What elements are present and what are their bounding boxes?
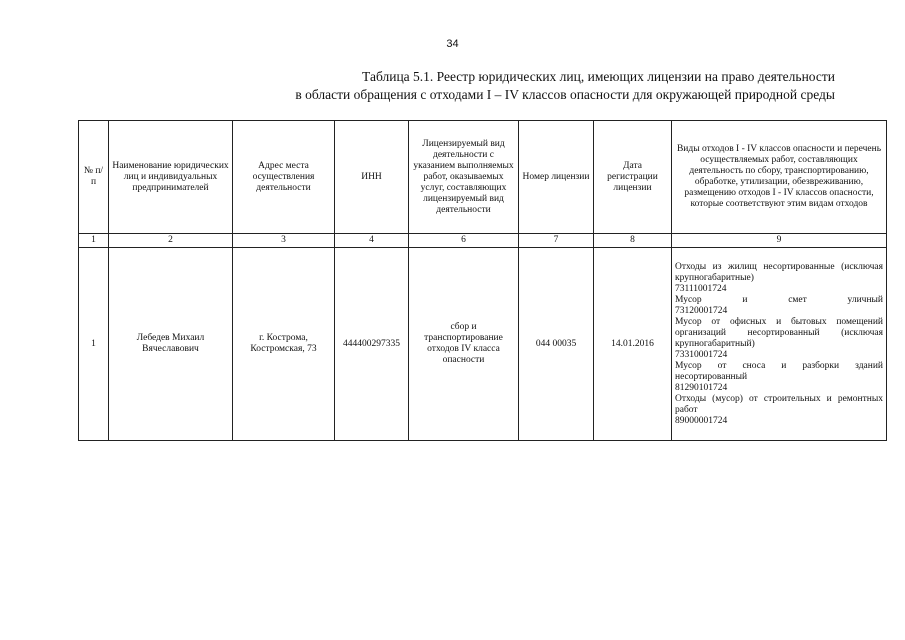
header-address: Адрес места осуществления деятельности	[233, 121, 335, 234]
waste-item	[675, 361, 883, 394]
column-number-row	[79, 234, 887, 248]
cell-activity: сбор и транспортирование отходов IV класса опасности	[409, 248, 519, 441]
caption-line-1: Таблица 5.1. Реестр юридических лиц, имеющих лицензии на право деятельности	[362, 69, 835, 84]
header-name: Наименование юридических лиц и индивидуальных предпринимателей	[109, 121, 233, 234]
license-registry-table	[78, 120, 887, 441]
header-activity: Лицензируемый вид деятельности с указанием выполняемых работ, оказываемых услуг, составляющих лицензируемый вид деятельности	[409, 121, 519, 234]
waste-code: 73111001724	[675, 283, 727, 294]
header-registration-date: Дата регистрации лицензии	[594, 121, 672, 234]
header-num: № п/п	[79, 121, 109, 234]
waste-item	[675, 295, 883, 317]
table-caption	[295, 68, 835, 104]
table-row	[79, 248, 887, 441]
waste-name: Мусор и смет уличный	[675, 294, 883, 305]
waste-item	[675, 394, 883, 427]
page-number: 34	[446, 38, 459, 50]
header-row	[79, 121, 887, 234]
cell-name: Лебедев Михаил Вячеславович	[109, 248, 233, 441]
column-number: 2	[109, 234, 233, 248]
cell-waste-types	[672, 248, 887, 441]
waste-name: Отходы из жилищ несортированные (исключая крупногабаритные)	[675, 261, 883, 283]
waste-item	[675, 262, 883, 295]
header-license-number: Номер лицензии	[519, 121, 594, 234]
waste-code: 73310001724	[675, 349, 728, 360]
header-waste-types: Виды отходов I - IV классов опасности и перечень осуществляемых работ, составляющих деятельность по сбору, транспортированию, обработке, утилизации, обезвреживанию, размещению отходов I - IV классов опасности, которые соответствуют этим видам отходов	[672, 121, 887, 234]
waste-code: 81290101724	[675, 382, 728, 393]
waste-code: 73120001724	[675, 305, 728, 316]
waste-code: 89000001724	[675, 415, 728, 426]
cell-inn: 444400297335	[335, 248, 409, 441]
waste-name: Отходы (мусор) от строительных и ремонтных работ	[675, 393, 883, 415]
header-inn: ИНН	[335, 121, 409, 234]
column-number: 9	[672, 234, 887, 248]
cell-address: г. Кострома, Костромская, 73	[233, 248, 335, 441]
column-number: 4	[335, 234, 409, 248]
column-number: 1	[79, 234, 109, 248]
caption-line-2: в области обращения с отходами I – IV классов опасности для окружающей природной среды	[295, 87, 835, 102]
cell-num: 1	[79, 248, 109, 441]
waste-name: Мусор от сноса и разборки зданий несортированный	[675, 360, 883, 382]
waste-name: Мусор от офисных и бытовых помещений организаций несортированный (исключая крупногабаритный)	[675, 316, 883, 349]
column-number: 6	[409, 234, 519, 248]
column-number: 8	[594, 234, 672, 248]
column-number: 7	[519, 234, 594, 248]
waste-item	[675, 317, 883, 361]
cell-license-number: 044 00035	[519, 248, 594, 441]
column-number: 3	[233, 234, 335, 248]
cell-registration-date: 14.01.2016	[594, 248, 672, 441]
